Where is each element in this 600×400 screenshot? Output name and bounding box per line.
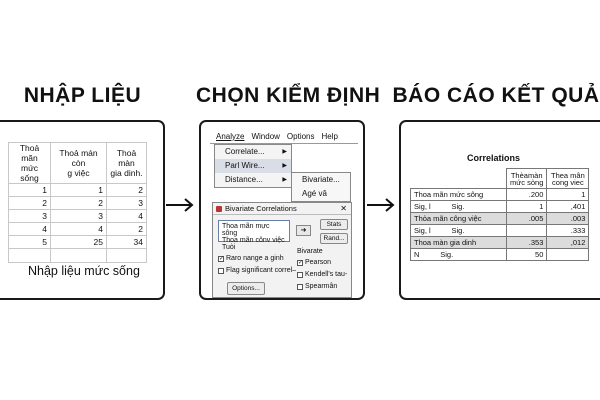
flag-significant-checkbox[interactable]: Flag significant correl– xyxy=(218,267,296,274)
column-header: Thea mân cong viec xyxy=(547,169,589,189)
dialog-app-icon xyxy=(216,206,222,212)
table-row: 2 2 3 xyxy=(9,197,147,210)
menu-options[interactable]: Options xyxy=(286,132,315,141)
correlations-title: Correlations xyxy=(467,153,521,163)
dialog-title-bar xyxy=(213,203,351,215)
list-item[interactable]: Thoa mãn mực sông xyxy=(222,223,270,237)
table-header-row xyxy=(411,169,589,189)
menu-item-distance[interactable]: Distance... ▶ xyxy=(215,173,291,187)
options-button[interactable]: Options... xyxy=(227,282,265,295)
table-row: 3 3 4 xyxy=(9,210,147,223)
panel-choose-test xyxy=(199,120,365,300)
table-row: 4 4 2 xyxy=(9,223,147,236)
analyze-dropdown xyxy=(214,144,292,188)
panel-report-results xyxy=(399,120,600,300)
correlations-table xyxy=(410,168,589,261)
heading-report-results: BÁO CÁO KẾT QUẢ xyxy=(392,84,600,107)
table-row: Sig, l Sig. .333 xyxy=(411,225,589,237)
menu-analyze[interactable]: Analyze xyxy=(216,132,245,141)
submenu-arrow-icon: ▶ xyxy=(282,163,287,169)
heading-choose-test: CHỌN KIỂM ĐỊNH xyxy=(196,84,381,107)
column-header: Thoả màn gia dinh. xyxy=(107,143,147,184)
table-row xyxy=(9,249,147,263)
dialog-title: Bivariate Correlations xyxy=(225,204,297,213)
checkbox-icon xyxy=(297,272,303,278)
kendall-checkbox[interactable]: Kendell's tau- xyxy=(297,271,347,278)
column-header: Thèamàn mức sòng xyxy=(507,169,547,189)
checkbox-icon xyxy=(297,284,303,290)
menu-help[interactable]: Help xyxy=(321,132,338,141)
table-row: Thoa màn gia dinh .353 ,012 xyxy=(411,237,589,249)
menu-item-correlate[interactable]: Correlate... ▶ xyxy=(215,145,291,159)
list-item[interactable]: Thoa mãn cônv việc xyxy=(222,237,285,244)
checked-icon: ✓ xyxy=(219,255,225,262)
raro-checkbox[interactable]: ✓ Raro nange a ginh xyxy=(219,255,284,262)
arrow-right-icon xyxy=(165,196,195,214)
table-row: N Sig. 50 xyxy=(411,249,589,261)
table-row: Thỏa mãn công việc .005 .003 xyxy=(411,213,589,225)
spearman-checkbox[interactable]: Spearmân xyxy=(297,283,337,290)
bivariate-dialog xyxy=(212,202,352,298)
menu-bar xyxy=(210,132,358,144)
table-row: Sig, l Sig. 1 ,401 xyxy=(411,201,589,213)
table-row: 1 1 2 xyxy=(9,184,147,197)
pearson-checkbox[interactable]: ✓ Pearson xyxy=(298,259,332,266)
menu-window[interactable]: Window xyxy=(251,132,280,141)
submenu-arrow-icon: ▶ xyxy=(282,149,287,155)
submenu-arrow-icon: ▶ xyxy=(282,177,287,183)
table-row: Thoa mãn mức sông .200 1 xyxy=(411,189,589,201)
close-icon[interactable]: ✕ xyxy=(340,204,347,213)
menu-item-bivariate[interactable]: Bivariate... xyxy=(302,175,340,184)
stats-button[interactable]: Stats xyxy=(320,219,348,230)
variables-list[interactable] xyxy=(218,220,290,251)
rand-button[interactable]: Rand... xyxy=(320,233,348,244)
correlate-submenu xyxy=(291,172,351,202)
coefficients-group-label: Bivarate xyxy=(297,248,323,255)
checked-icon: ✓ xyxy=(298,259,304,266)
heading-data-entry: NHẬP LIỆU xyxy=(23,84,142,107)
move-variable-button[interactable]: ➜ xyxy=(296,225,311,236)
arrow-right-icon xyxy=(366,196,396,214)
menu-item-age[interactable]: Agé vâ xyxy=(302,189,327,198)
data-entry-table xyxy=(8,142,147,263)
data-entry-caption: Nhập liệu mức sống xyxy=(28,264,140,278)
column-header: Thoả mãn mức sống xyxy=(9,143,51,184)
table-row: 5 25 34 xyxy=(9,236,147,249)
list-item[interactable]: Tuòi xyxy=(222,244,236,251)
panel-data-entry xyxy=(0,120,165,300)
checkbox-icon xyxy=(218,268,224,274)
menu-item-parl-wire[interactable]: Parl Wire... ▶ xyxy=(215,159,291,173)
column-header: Thoả mán còn g việc xyxy=(51,143,107,184)
